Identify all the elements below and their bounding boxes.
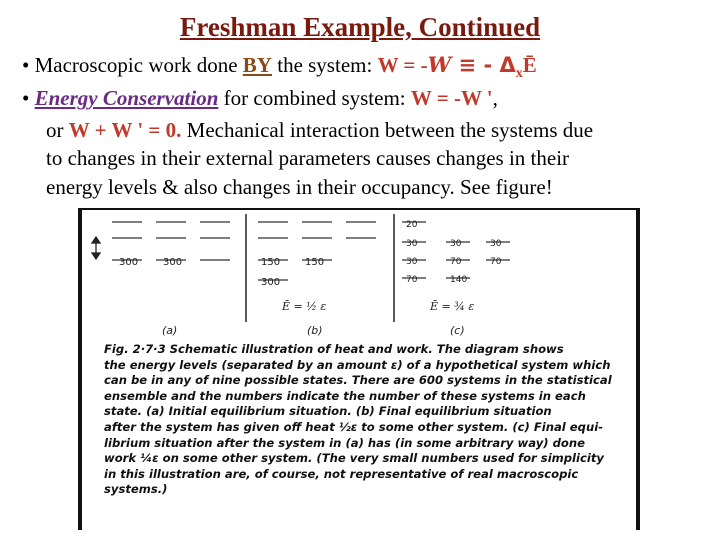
caption-line: ensemble and the numbers indicate the number of these systems in each [104, 388, 586, 403]
bullet-text-2: the system: [271, 53, 378, 77]
caption-line: after the system has given off heat ½ε to some other system. (c) Final equi- [104, 419, 604, 434]
panel-b-label: (b) [307, 324, 323, 337]
occupancy-label: 70 [406, 275, 418, 285]
panel-c-label: (c) [450, 324, 465, 337]
sum-equation: W + W ' = 0. [68, 118, 182, 142]
occupancy-label: 70 [450, 257, 462, 267]
occupancy-label: 30 [406, 239, 418, 249]
mean-energy-c: Ē = ¾ ε [430, 300, 475, 313]
occupancy-label: 150 [261, 257, 281, 268]
combined-equation: W = -W ' [410, 86, 493, 110]
continuation-line-2: to changes in their external parameters causes changes in their [46, 146, 570, 170]
bullet-energy-conservation [22, 86, 498, 111]
occupancy-label: 150 [305, 257, 325, 268]
occupancy-label: 30 [450, 239, 462, 249]
caption-line: Fig. 2·7·3 Schematic illustration of heat and work. The diagram shows [104, 342, 564, 356]
caption-line: state. (a) Initial equilibrium situation. (b) Final equilibrium situation [104, 404, 552, 419]
caption-line: can be in any of nine possible states. There are 600 systems in the statistical [104, 373, 612, 388]
figure-caption [104, 342, 628, 498]
caption-line: librium situation after the system in (a) has (in some arbitrary way) done [104, 435, 585, 450]
work-equation: W = -W ≡ - $\Delta_xĒ$ [377, 52, 537, 82]
caption-line: in this illustration are, of course, not representative of real macroscopic [104, 466, 579, 481]
occupancy-label: 20 [406, 220, 418, 230]
occupancy-label: 300 [261, 277, 281, 288]
comma: , [492, 86, 498, 110]
continuation-line-3: energy levels & also changes in their occupancy. See figure! [46, 175, 553, 199]
slide-title: Freshman Example, Continued [179, 12, 541, 42]
bullet-text: for combined system: [218, 86, 411, 110]
continuation-line-1: or W + W ' = 0. Mechanical interaction between the systems due [46, 118, 594, 142]
bullet-macroscopic-work [22, 52, 537, 82]
caption-line: the energy levels (separated by an amount ε) of a hypothetical system which [104, 357, 611, 372]
mean-energy-b: Ē = ½ ε [282, 300, 327, 313]
occupancy-label: 30 [490, 239, 502, 249]
occupancy-label: 70 [490, 257, 502, 267]
occupancy-label: 300 [119, 257, 139, 268]
epsilon-arrow [92, 237, 100, 259]
energy-levels-figure [78, 208, 640, 530]
bullet-marker: • [22, 53, 30, 77]
energy-conservation-link: Energy Conservation [34, 86, 219, 110]
occupancy-label: 300 [163, 257, 183, 268]
occupancy-label: 140 [450, 275, 468, 285]
caption-line: systems.) [104, 482, 168, 497]
energy-level-diagram [82, 210, 636, 342]
occupancy-label: 30 [406, 257, 418, 267]
panel-a-label: (a) [162, 324, 178, 337]
bullet-text: Macroscopic work done [34, 53, 243, 77]
by-emphasis: BY [242, 53, 272, 77]
caption-line: work ¼ε on some other system. (The very small numbers used for simplicity [104, 451, 604, 466]
bullet-marker: • [22, 86, 30, 110]
